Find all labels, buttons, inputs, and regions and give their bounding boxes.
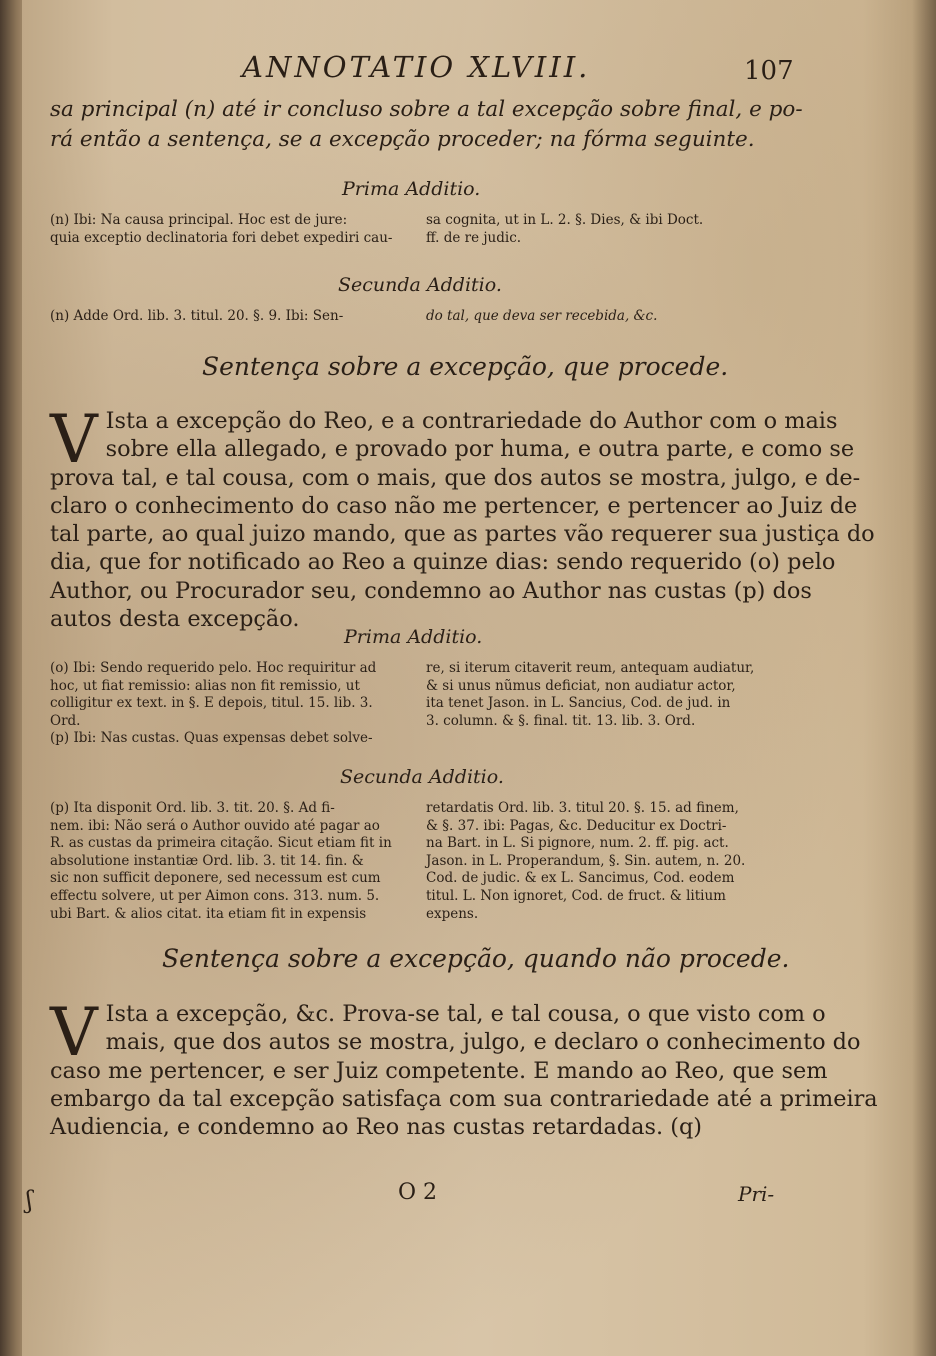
text-line: mais, que dos autos se mostra, julgo, e declaro o conhecimento do (105, 1029, 861, 1056)
footnote-line: sa cognita, ut in L. 2. §. Dies, & ibi Doct. (426, 212, 704, 228)
footnote-left (50, 212, 410, 247)
catchword: Pri- (738, 1182, 775, 1206)
footnote-line: (n) Ibi: Na causa principal. Hoc est de jure: (50, 212, 348, 228)
footnote-line: absolutione instantiæ Ord. lib. 3. tit 14. fin. & (50, 852, 364, 869)
footnote-line: ubi Bart. & alios citat. ita etiam fit in expensis (50, 905, 367, 922)
text-line: sobre ella allegado, e provado por huma, e outra parte, e como se (105, 436, 855, 463)
footnote-right: do tal, que deva ser recebida, &c. (426, 308, 658, 324)
footnote-right (426, 212, 796, 247)
text-line: Author, ou Procurador seu, condemno ao Author nas custas (p) dos (50, 577, 812, 604)
text-line: Ista a excepção do Reo, e a contrariedade do Author com o mais (105, 408, 838, 434)
footnote-line: nem. ibi: Não será o Author ouvido até pagar ao (50, 817, 380, 834)
page-edge-shadow (912, 0, 936, 1356)
footnote-left: (n) Adde Ord. lib. 3. titul. 20. §. 9. Ibi: Sen- (50, 308, 344, 324)
drop-cap: V (50, 401, 98, 478)
footnote-line: (p) Ita disponit Ord. lib. 3. tit. 20. §. Ad fi- (50, 800, 335, 816)
judgment-text (50, 994, 878, 1141)
footnote-line: (o) Ibi: Sendo requerido pelo. Hoc requiritur ad (50, 660, 377, 676)
footnote-line: Cod. de judic. & ex L. Sancimus, Cod. eodem (426, 870, 735, 887)
text-line: Audiencia, e condemno ao Reo nas custas retardadas. (q) (50, 1114, 703, 1141)
signature-mark: O 2 (398, 1180, 438, 1205)
text-line: dia, que for notificado ao Reo a quinze dias: sendo requerido (o) pelo (50, 549, 836, 576)
footnote-line: (p) Ibi: Nas custas. Quas expensas debet solve- (50, 730, 373, 747)
text-line: claro o conhecimento do caso não me pertencer, e pertencer ao Juiz de (50, 492, 858, 519)
footnote-line: hoc, ut fiat remissio: alias non fit remissio, ut (50, 677, 360, 694)
section-title: Sentença sobre a excepção, quando não procede. (162, 944, 790, 973)
footnote-line: colligitur ex text. in §. E depois, titul. 15. lib. 3. (50, 695, 373, 712)
footnote-right (426, 800, 798, 923)
margin-mark: ʃ (26, 1186, 33, 1214)
footnote-line: expens. (426, 905, 479, 922)
page-number: 107 (744, 56, 794, 86)
footnote-line: Ord. (50, 712, 81, 729)
addition-heading: Secunda Additio. (340, 766, 504, 788)
text-line: embargo da tal excepção satisfaça com sua contrariedade até a primeira (50, 1085, 878, 1112)
footnote-right (426, 660, 798, 730)
addition-heading: Secunda Additio. (338, 274, 502, 296)
addition-heading: Prima Additio. (342, 178, 481, 200)
footnote-left (50, 660, 410, 748)
section-title: Sentença sobre a excepção, que procede. (202, 352, 729, 381)
footnote-line: retardatis Ord. lib. 3. titul 20. §. 15. ad finem, (426, 800, 739, 816)
footnote-line: ff. de re judic. (426, 229, 522, 246)
footnote-line: 3. column. & §. final. tit. 13. lib. 3. Ord. (426, 712, 696, 729)
footnote-line: effectu solvere, ut per Aimon cons. 313. num. 5. (50, 887, 380, 904)
footnote-line: R. as custas da primeira citação. Sicut etiam fit in (50, 835, 392, 852)
footnote-line: re, si iterum citaverit reum, antequam audiatur, (426, 660, 755, 676)
footnote-left (50, 800, 410, 923)
text-line: autos desta excepção. (50, 606, 300, 633)
book-page (22, 0, 936, 1356)
text-line: tal parte, ao qual juizo mando, que as partes vão requerer sua justiça do (50, 521, 875, 548)
footnote-line: & §. 37. ibi: Pagas, &c. Deducitur ex Doctri- (426, 817, 727, 834)
footnote-line: na Bart. in L. Si pignore, num. 2. ff. pig. act. (426, 835, 729, 852)
addition-heading: Prima Additio. (344, 626, 483, 648)
drop-cap: V (50, 994, 98, 1071)
footnote-line: ita tenet Jason. in L. Sancius, Cod. de jud. in (426, 695, 731, 712)
footnote-line: quia exceptio declinatoria fori debet expediri cau- (50, 229, 393, 246)
running-header: ANNOTATIO XLVIII. (242, 50, 591, 84)
footnote-line: sic non sufficit deponere, sed necessum est cum (50, 870, 381, 887)
intro-line: sa principal (n) até ir concluso sobre a tal excepção sobre final, e po- (50, 97, 803, 122)
text-line: caso me pertencer, e ser Juiz competente. E mando ao Reo, que sem (50, 1057, 828, 1084)
footnote-line: & si unus nũmus deficiat, non audiatur actor, (426, 677, 736, 694)
intro-line: rá então a sentença, se a excepção proceder; na fórma seguinte. (50, 127, 755, 152)
footnote-line: Jason. in L. Properandum, §. Sin. autem, n. 20. (426, 852, 746, 869)
judgment-text (50, 401, 875, 633)
text-line: Ista a excepção, &c. Prova-se tal, e tal cousa, o que visto com o (105, 1001, 826, 1027)
text-line: prova tal, e tal cousa, com o mais, que dos autos se mostra, julgo, e de- (50, 464, 861, 491)
intro-text (50, 95, 803, 155)
footnote-line: titul. L. Non ignoret, Cod. de fruct. & litium (426, 887, 726, 904)
